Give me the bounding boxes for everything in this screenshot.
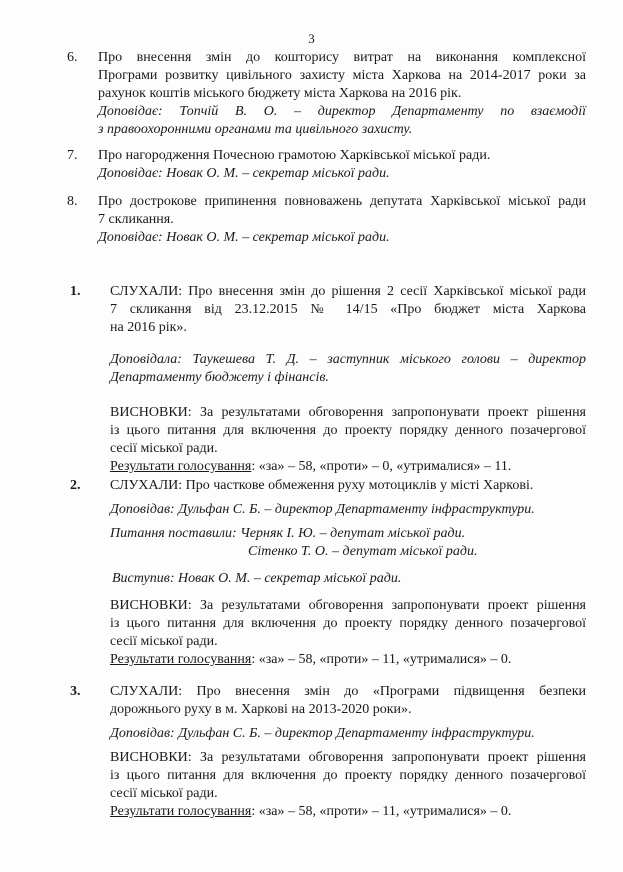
- vote-text: : «за» – 58, «проти» – 11, «утрималися» – 0.: [251, 804, 512, 819]
- speaker-line: Доповідає: Новак О. М. – секретар міської ради.: [98, 166, 390, 181]
- vote-label: Результати голосування: [110, 459, 252, 474]
- vote-results: [110, 803, 586, 821]
- vote-results: [110, 458, 586, 476]
- text-line: Про дострокове припинення повноважень депутата Харківської міської ради: [98, 194, 586, 209]
- spoke-line: Виступив: Новак О. М. – секретар міської ради.: [112, 571, 402, 586]
- agenda-number: 7.: [67, 148, 78, 163]
- speaker-line: Департаменту бюджету і фінансів.: [110, 370, 329, 385]
- conclusion-line: ВИСНОВКИ: За результатами обговорення запропонувати проект рішення: [110, 405, 586, 420]
- page-number: 3: [308, 31, 315, 46]
- vote-label: Результати голосування: [110, 652, 252, 667]
- text-line: 7 скликання.: [98, 212, 174, 227]
- speaker-line: Доповідав: Дульфан С. Б. – директор Департаменту інфраструктури.: [110, 502, 535, 517]
- heard-line: СЛУХАЛИ: Про часткове обмеження руху мотоциклів у місті Харкові.: [110, 478, 534, 493]
- conclusion-line: сесії міської ради.: [110, 441, 218, 456]
- agenda-item-6: [98, 49, 586, 139]
- conclusion-line: сесії міської ради.: [110, 634, 218, 649]
- speaker-line: Доповідав: Дульфан С. Б. – директор Департаменту інфраструктури.: [110, 726, 535, 741]
- decision-number: 1.: [70, 284, 81, 299]
- text-line: Про нагородження Почесною грамотою Харківської міської ради.: [98, 148, 491, 163]
- text-line: рахунок коштів міського бюджету міста Харкова на 2016 рік.: [98, 86, 462, 101]
- conclusion-line: із цього питання для включення до проекту порядку денного позачергової: [110, 768, 586, 783]
- agenda-item-7: [98, 147, 586, 183]
- heard-line: 7 скликання від 23.12.2015 № 14/15 «Про бюджет міста Харкова: [110, 302, 586, 317]
- agenda-number: 8.: [67, 194, 78, 209]
- heard-line: СЛУХАЛИ: Про внесення змін до «Програми підвищення безпеки: [110, 684, 586, 699]
- agenda-number: 6.: [67, 50, 78, 65]
- vote-text: : «за» – 58, «проти» – 11, «утрималися» – 0.: [251, 652, 512, 667]
- decision-number: 2.: [70, 478, 81, 493]
- decision-number: 3.: [70, 684, 81, 699]
- heard-line: СЛУХАЛИ: Про внесення змін до рішення 2 сесії Харківської міської ради: [110, 284, 586, 299]
- conclusion-line: із цього питання для включення до проекту порядку денного позачергової: [110, 423, 586, 438]
- conclusion-line: із цього питання для включення до проекту порядку денного позачергової: [110, 616, 586, 631]
- heard-line: на 2016 рік».: [110, 320, 187, 335]
- speaker-line: з правоохоронними органами та цивільного захисту.: [98, 122, 413, 137]
- agenda-item-8: [98, 193, 586, 247]
- speaker-line: Доповідає: Новак О. М. – секретар міської ради.: [98, 230, 390, 245]
- questions-label: Питання поставили:: [110, 526, 237, 541]
- questions-line: [110, 525, 586, 543]
- conclusion-line: ВИСНОВКИ: За результатами обговорення запропонувати проект рішення: [110, 750, 586, 765]
- question-author: Черняк І. Ю. – депутат міської ради.: [240, 526, 466, 541]
- decision-1: [110, 283, 586, 476]
- conclusion-line: сесії міської ради.: [110, 786, 218, 801]
- vote-label: Результати голосування: [110, 804, 252, 819]
- speaker-line: Доповідає: Топчій В. О. – директор Департаменту по взаємодії: [98, 104, 586, 119]
- text-line: Програми розвитку цивільного захисту міста Харкова на 2014-2017 роки за: [98, 68, 586, 83]
- vote-text: : «за» – 58, «проти» – 0, «утрималися» – 11.: [251, 459, 512, 474]
- decision-3: [110, 683, 586, 821]
- decision-2: [110, 477, 586, 669]
- vote-results: [110, 651, 586, 669]
- heard-line: дорожнього руху в м. Харкові на 2013-2020 роки».: [110, 702, 412, 717]
- conclusion-line: ВИСНОВКИ: За результатами обговорення запропонувати проект рішення: [110, 598, 586, 613]
- question-author: Сітенко Т. О. – депутат міської ради.: [248, 544, 478, 559]
- text-line: Про внесення змін до кошторису витрат на виконання комплексної: [98, 50, 586, 65]
- speaker-line: Доповідала: Таукешева Т. Д. – заступник міського голови – директор: [110, 352, 586, 367]
